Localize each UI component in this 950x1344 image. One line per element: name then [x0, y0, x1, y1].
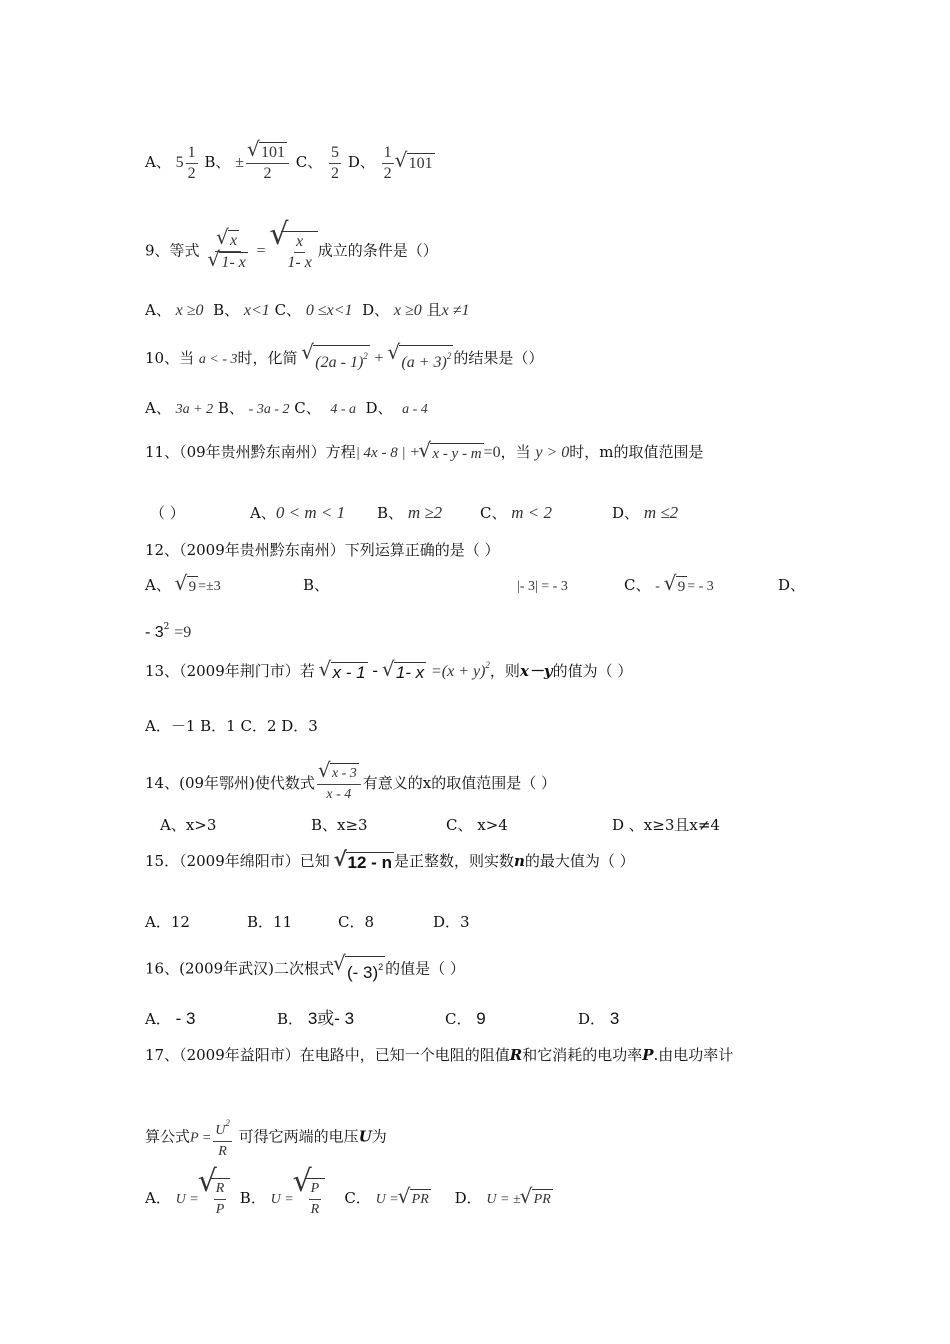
q13-stem — [145, 655, 632, 683]
q13-rhs: $=(x + y)^2$ — [430, 660, 490, 680]
q9-b-label: B、 — [213, 301, 240, 319]
q11-sqrt: √ x - y - m — [419, 443, 483, 464]
q11-option-c: C、 m < 2 — [480, 503, 553, 522]
q9-options — [145, 300, 469, 321]
q9-a-math: x ≥0 — [175, 302, 204, 319]
q12-option-a: A、 √ 9 =±3 — [145, 575, 221, 597]
q15-option-b: B．11 — [247, 913, 293, 931]
q13-minus: - — [372, 661, 379, 680]
q9-suffix: 成立的条件是（） — [317, 241, 438, 260]
q17-formula-lhs: P = — [190, 1130, 212, 1146]
q9-rhs-sqrt: √ $\frac{x}{1- x}$ — [270, 231, 317, 273]
q9-c-label: C、 — [274, 301, 302, 319]
q13-suffix: ，则 — [489, 662, 520, 680]
q17-U: U — [358, 1127, 372, 1146]
q17-option-b-label: B． — [239, 1189, 266, 1207]
q11-option-a: A、0 < m < 1 — [250, 503, 346, 522]
q11-eq: =0 — [483, 444, 501, 461]
q11-option-d: D、 m ≤2 — [612, 503, 679, 522]
q12-option-d-math: - $3^2 =9$ — [145, 622, 192, 641]
q16-option-a: A． - 3 — [145, 1009, 196, 1028]
q14-fraction: √ $\frac{x - 3}{x - 4}$ — [317, 763, 361, 805]
q13-options: A．－1 B．1 C．2 D．3 — [145, 717, 318, 735]
q11-condition: y > 0 — [535, 444, 570, 461]
q15-prefix: 15．（2009年绵阳市）已知 — [145, 852, 330, 870]
q9-d-math: x ≥0 — [393, 302, 422, 319]
q16-sqrt: √ (- 3)$^2$ — [334, 956, 385, 983]
q8-option-d-sqrt: √ 101 — [396, 153, 435, 174]
q15-sqrt: √ 12 - n — [335, 852, 394, 873]
q15-n: n — [513, 852, 525, 870]
q10-stem — [145, 345, 543, 373]
q10-prefix: 10、当 — [145, 349, 195, 367]
q10-a-math: 3a + 2 — [175, 402, 214, 417]
q10-c-math: 4 - a — [330, 402, 356, 417]
q10-d-math: a - 4 — [402, 402, 428, 417]
q17-options: A． U = √ $\frac{R}{P}$ B． U = √ $\frac{P}{R}$ C． U =√ PR D． U = ±√ PR — [145, 1178, 553, 1220]
q14-prefix: 14、(09年鄂州)使代数式 — [145, 774, 315, 792]
q8-option-d-fraction: $\frac{1}{2}$ — [383, 143, 392, 182]
q8-option-d-label: D、 — [347, 153, 375, 171]
q8-option-b-pm: ± — [235, 154, 244, 171]
q17-option-a-label: A． — [145, 1189, 171, 1207]
q8-option-c-label: C、 — [295, 153, 323, 171]
q12-option-b-math: |- 3| = - 3 — [517, 579, 568, 594]
q10-suffix: 的结果是（） — [453, 349, 544, 367]
q9-d-label: D、 — [362, 301, 390, 319]
q17-option-d-label: D． — [454, 1189, 482, 1207]
q17-stem-line2: 算公式P = $\frac{U^2}{R}$ 可得它两端的电压U为 — [145, 1113, 387, 1162]
q10-plus: + — [374, 350, 384, 367]
q17-option-c-sqrt: √ PR — [399, 1189, 431, 1210]
q9-lhs-fraction: √ x √ 1- x — [206, 230, 249, 273]
q17-option-b-sqrt: √ $\frac{P}{R}$ — [294, 1178, 326, 1220]
q17-option-a-sqrt: √ $\frac{R}{P}$ — [199, 1178, 231, 1220]
q9-stem — [145, 230, 438, 273]
q17-P: P — [642, 1046, 654, 1064]
q9-b-math: x<1 — [243, 302, 270, 319]
q17-option-c-label: C． — [344, 1189, 371, 1207]
q10-options — [145, 398, 428, 420]
q9-d-math2: x ≠1 — [441, 302, 470, 319]
q8-option-a-fraction: $\frac{1}{2}$ — [187, 143, 196, 182]
q15-suffix2: 的最大值为（ ） — [524, 852, 635, 870]
q9-equals: = — [256, 242, 266, 260]
q14-stem — [145, 763, 556, 805]
q8-option-a-whole: 5 — [175, 154, 184, 171]
q9-d-and: 且 — [426, 301, 442, 319]
q13-suffix2: 的值为（ ） — [552, 662, 633, 680]
q16-prefix: 16、(2009年武汉)二次根式 — [145, 959, 334, 978]
q12-stem: 12、（2009年贵州黔东南州）下列运算正确的是（ ） — [145, 541, 500, 559]
q15-option-a: A．12 — [145, 913, 190, 931]
q11-paren: （ ） — [150, 504, 185, 522]
q8-option-b-fraction: √ $\frac{101}{2}$ — [246, 142, 289, 184]
q16-suffix: 的值是（ ） — [385, 959, 465, 978]
q13-sqrt2: √ 1- x — [383, 662, 426, 683]
q17-formula-fraction: $\frac{U^2}{R}$ — [213, 1113, 232, 1162]
q8-option-b-label: B、 — [204, 153, 231, 171]
q17-option-d-sqrt: √ PR — [521, 1189, 553, 1210]
q11-prefix: 11、（09年贵州黔东南州）方程 — [145, 443, 356, 461]
q8-options — [145, 142, 435, 184]
q11-option-b: B、 m ≥2 — [377, 503, 443, 522]
q17-R: R — [509, 1046, 523, 1064]
q10-sqrt2: √ $(a + 3)^2$ — [388, 345, 453, 373]
q12-option-d-label: D、 — [778, 576, 806, 594]
q12-option-c: C、 - √ 9 = - 3 — [624, 575, 714, 597]
q9-c-math: 0 ≤x<1 — [305, 302, 353, 319]
q11-stem — [145, 442, 704, 464]
q10-c-label: C、 — [294, 399, 321, 417]
q13-sqrt1: √ x - 1 — [320, 662, 368, 683]
q14-option-b: B、x≥3 — [311, 816, 368, 834]
q12-option-b-label: B、 — [303, 576, 330, 594]
q14-option-d: D 、x≥3且x≠4 — [612, 816, 720, 834]
q11-abs: | 4x - 8 | — [355, 445, 406, 461]
q17-stem-line1: 17、（2009年益阳市）在电路中，已知一个电阻的阻值R和它消耗的电功率P.由电功率计 — [145, 1046, 734, 1064]
q14-suffix: 有意义的x的取值范围是（ ） — [362, 774, 557, 792]
q15-suffix: 是正整数，则实数 — [393, 852, 514, 870]
q9-a-label: A、 — [145, 301, 171, 319]
q13-prefix: 13、（2009年荆门市）若 — [145, 662, 315, 680]
q15-option-d: D．3 — [433, 913, 470, 931]
q10-a-label: A、 — [145, 399, 171, 417]
q11-suffix: 时，m的取值范围是 — [569, 443, 704, 461]
q10-mid: 时，化简 — [237, 349, 298, 367]
q8-option-a-label: A、 — [145, 153, 171, 171]
q10-condition: a < - 3 — [198, 352, 238, 367]
q16-option-c: C． 9 — [445, 1009, 486, 1028]
q14-option-c: C、 x>4 — [446, 816, 508, 834]
q15-option-c: C．8 — [338, 913, 375, 931]
q9-prefix: 9、等式 — [145, 241, 200, 260]
q16-option-b: B． 3或- 3 — [277, 1009, 355, 1028]
q11-plus: + — [410, 444, 420, 461]
q10-b-label: B、 — [217, 399, 244, 417]
q16-stem — [145, 956, 465, 983]
q13-xy: x－y — [519, 662, 553, 680]
q8-option-c-fraction: $\frac{5}{2}$ — [331, 143, 340, 182]
q16-option-d: D． 3 — [578, 1009, 620, 1028]
q11-comma: ，当 — [500, 443, 531, 461]
q10-b-math: - 3a - 2 — [248, 402, 290, 417]
q10-d-label: D、 — [365, 399, 393, 417]
q14-option-a: A、x>3 — [160, 816, 217, 834]
q10-sqrt1: √ (2a - 1)$^2$ — [302, 345, 369, 373]
q15-stem — [145, 851, 635, 873]
